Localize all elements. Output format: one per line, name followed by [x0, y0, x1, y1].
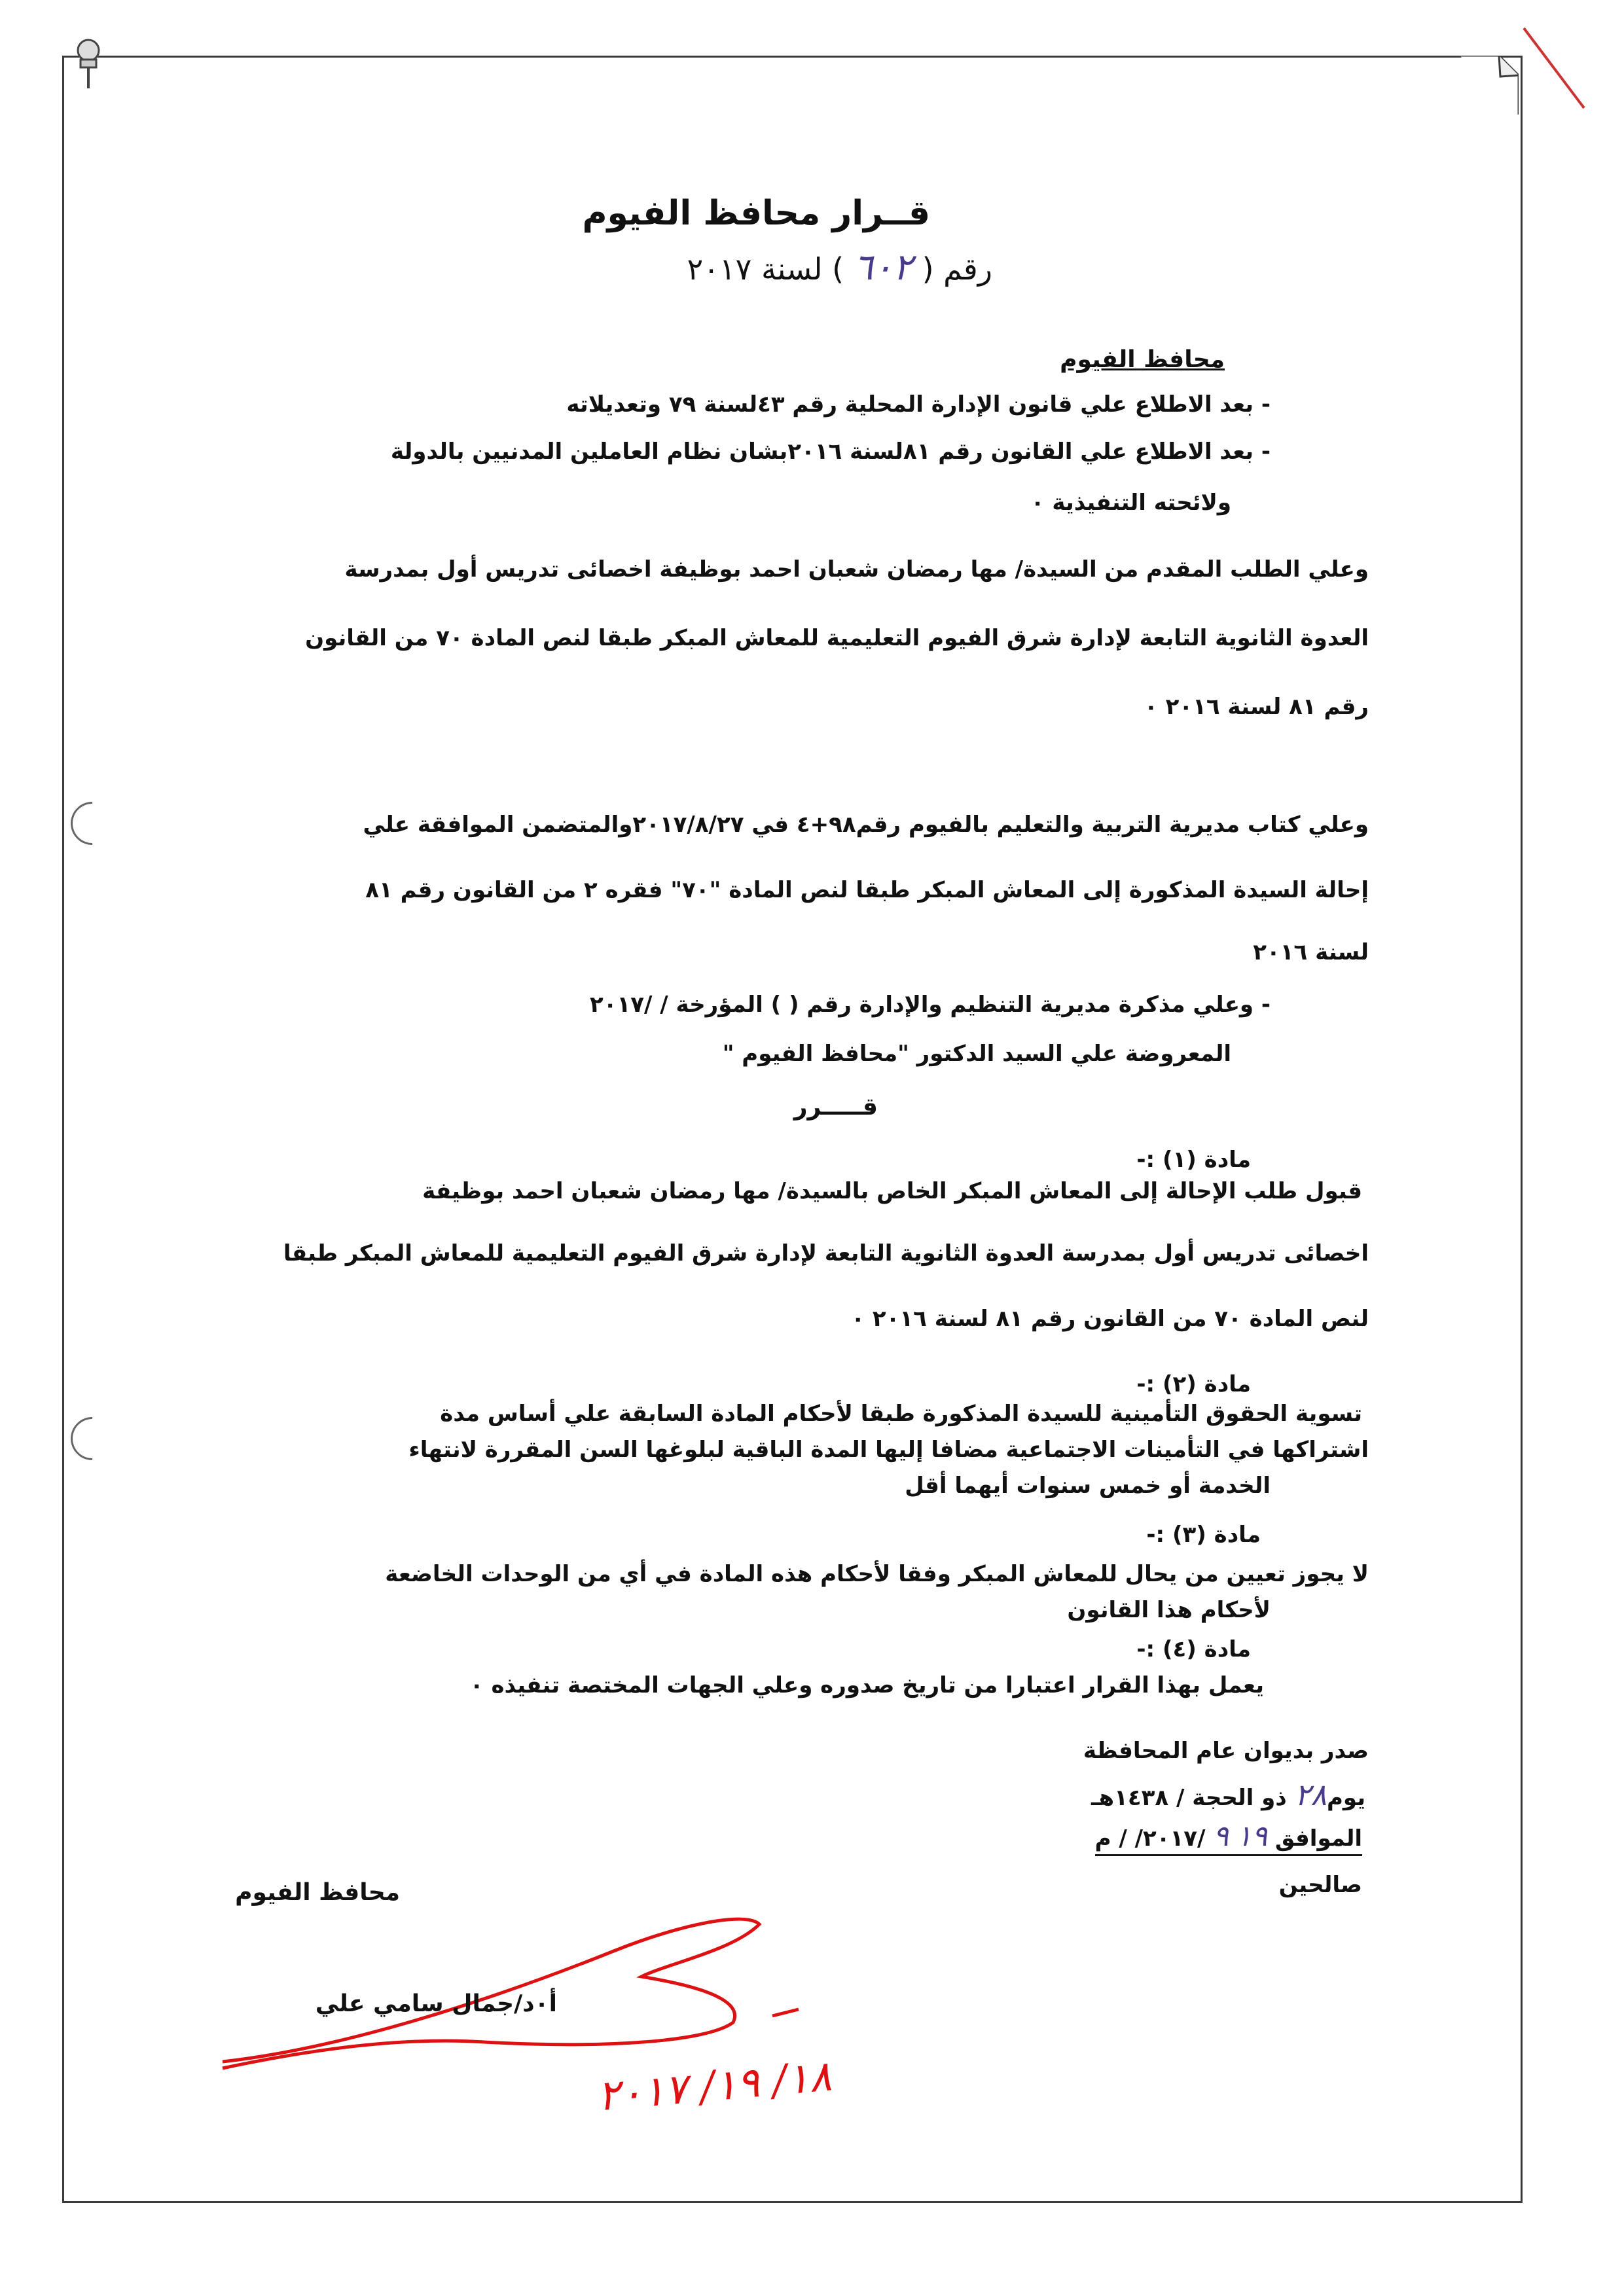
clerk-name: صالحين — [1278, 1872, 1362, 1898]
article-4-line-1: يعمل بهذا القرار اعتبارا من تاريخ صدوره وعلي الجهات المختصة تنفيذه ٠ — [469, 1672, 1264, 1698]
article-3-line-2: لأحكام هذا القانون — [1067, 1597, 1271, 1623]
memo-line-2: المعروضة علي السيد الدكتور "محافظ الفيوم " — [722, 1041, 1231, 1067]
folded-corner — [1460, 56, 1519, 115]
hijri-date — [1091, 1777, 1365, 1813]
bullet-dash: - — [1254, 391, 1271, 418]
decree-number-handwritten: ٦٠٢ — [853, 246, 912, 289]
memo-line-1 — [590, 992, 1271, 1018]
governor-title: محافظ الفيوم — [235, 1879, 400, 1906]
bullet-2-text: بعد الاطلاع علي القانون رقم ٨١لسنة ٢٠١٦بشان نظام العاملين المدنيين بالدولة — [390, 439, 1254, 465]
letter-line-2: إحالة السيدة المذكورة إلى المعاش المبكر طبقا لنص المادة "٧٠" فقره ٢ من القانون رقم ٨١ — [365, 877, 1369, 903]
letter-line-3: لسنة ٢٠١٦ — [1253, 939, 1369, 965]
preamble-heading: محافظ الفيوم — [1060, 346, 1225, 373]
bullet-1 — [566, 391, 1271, 418]
handwritten-date: ١٨/ ١٩/ ٢٠١٧ — [595, 2052, 834, 2121]
day-prefix: يوم — [1326, 1785, 1365, 1811]
greg-rest: /٢٠١٧/ / م — [1094, 1825, 1206, 1852]
article-2-title: مادة (٢) :- — [1136, 1371, 1251, 1397]
bullet-dash: - — [1254, 992, 1271, 1018]
article-1-title: مادة (١) :- — [1136, 1147, 1251, 1173]
bullet-dash: - — [1254, 439, 1271, 465]
greg-prefix: الموافق — [1274, 1825, 1362, 1852]
article-1-line-2: اخصائى تدريس أول بمدرسة العدوة الثانوية التابعة لإدارة شرق الفيوم التعليمية للمعاش المبكر طبقا — [283, 1240, 1369, 1266]
article-3-line-1: لا يجوز تعيين من يحال للمعاش المبكر وفقا لأحكام هذه المادة في أي من الوحدات الخاضعة — [385, 1561, 1369, 1587]
request-line-1: وعلي الطلب المقدم من السيدة/ مها رمضان شعبان احمد بوظيفة اخصائى تدريس أول بمدرسة — [344, 556, 1369, 583]
greg-month-handwritten: ٩ — [1213, 1820, 1229, 1853]
article-2-line-3: الخدمة أو خمس سنوات أيهما أقل — [905, 1473, 1271, 1499]
decree-title: قــرار محافظ الفيوم — [582, 194, 930, 233]
bullet-2 — [391, 439, 1271, 465]
decree-number — [687, 245, 993, 289]
article-4-title: مادة (٤) :- — [1136, 1636, 1251, 1662]
corner-mark — [1519, 23, 1591, 115]
article-3-title: مادة (٣) :- — [1146, 1522, 1261, 1548]
letter-line-1: وعلي كتاب مديرية التربية والتعليم بالفيوم رقم٩٨+٤ في ٢٠١٧/٨/٢٧والمتضمن الموافقة علي — [363, 812, 1369, 838]
bullet-2-line-2: ولائحته التنفيذية ٠ — [1030, 490, 1231, 516]
article-2-line-1: تسوية الحقوق التأمينية للسيدة المذكورة طبقا لأحكام المادة السابقة علي أساس مدة — [440, 1401, 1362, 1427]
hijri-date-text: ذو الحجة / ١٤٣٨هـ — [1091, 1785, 1287, 1811]
article-1-line-3: لنص المادة ٧٠ من القانون رقم ٨١ لسنة ٢٠١٦ ٠ — [851, 1306, 1369, 1332]
memo-line-1-text: وعلي مذكرة مديرية التنظيم والإدارة رقم ( ) المؤرخة / /٢٠١٧ — [590, 992, 1254, 1018]
bullet-1-text: بعد الاطلاع علي قانون الإدارة المحلية رقم ٤٣لسنة ٧٩ وتعديلاته — [566, 391, 1254, 418]
greg-day-handwritten: ١٩ — [1236, 1820, 1268, 1853]
governor-name: أ٠د/جمال سامي علي — [315, 1990, 557, 2017]
request-line-2: العدوة الثانوية التابعة لإدارة شرق الفيوم التعليمية للمعاش المبكر طبقا لنص المادة ٧٠ من القانون — [305, 625, 1369, 651]
day-handwritten: ٢٨ — [1294, 1777, 1327, 1812]
request-line-3: رقم ٨١ لسنة ٢٠١٦ ٠ — [1144, 694, 1369, 720]
issued-at: صدر بديوان عام المحافظة — [1083, 1738, 1369, 1764]
decree-number-suffix: ) لسنة ٢٠١٧ — [687, 251, 844, 287]
pushpin-icon — [69, 36, 108, 95]
decision-heading: قـــــرر — [793, 1094, 878, 1121]
article-2-line-2: اشتراكها في التأمينات الاجتماعية مضافا إليها المدة الباقية لبلوغها السن المقررة لانتهاء — [408, 1437, 1369, 1463]
decree-number-prefix: رقم ( — [922, 251, 992, 287]
article-1-line-1: قبول طلب الإحالة إلى المعاش المبكر الخاص بالسيدة/ مها رمضان شعبان احمد بوظيفة — [422, 1178, 1362, 1204]
gregorian-date — [1095, 1820, 1362, 1856]
